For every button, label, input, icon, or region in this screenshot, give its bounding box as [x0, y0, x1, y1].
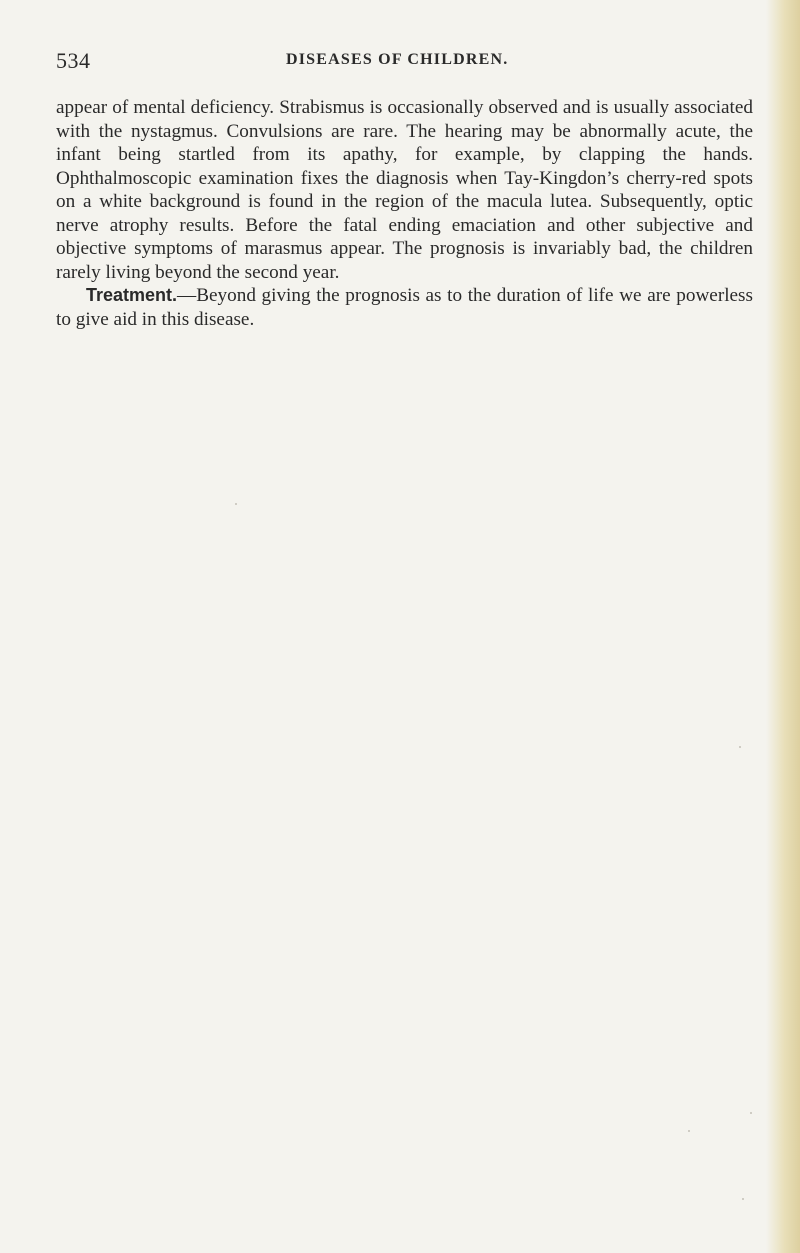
page-edge-shadow [766, 0, 800, 1253]
paragraph-continuation: appear of mental deficiency. Strabismus is occasionally observed and is usually associated with the nystagmus. Convulsions are rare. The hearing may be abnormally acute, the infant being startled from its apathy, for example, by clapping the hands. Ophthalmoscopic examination fixes the diagnosis when Tay-Kingdon’s cherry-red spots on a white background is found in the region of the macula lutea. Subsequently, optic nerve atrophy results. Before the fatal ending emaciation and other subjective and objective symptoms of marasmus appear. The prognosis is invariably bad, the children rarely living beyond the second year. [56, 97, 753, 283]
body-text [56, 96, 753, 331]
paper-speck [742, 1198, 744, 1200]
running-title: DISEASES OF CHILDREN. [286, 51, 509, 68]
paper-speck [750, 1112, 752, 1114]
treatment-text: —Beyond giving the prognosis as to the duration of life we are powerless to give aid in this disease. [56, 285, 753, 330]
treatment-paragraph [56, 284, 753, 331]
paper-speck [235, 503, 237, 505]
running-head [56, 48, 751, 74]
treatment-heading: Treatment. [86, 285, 178, 305]
page-number: 534 [56, 48, 91, 73]
paper-speck [739, 746, 741, 748]
paper-speck [688, 1130, 690, 1132]
